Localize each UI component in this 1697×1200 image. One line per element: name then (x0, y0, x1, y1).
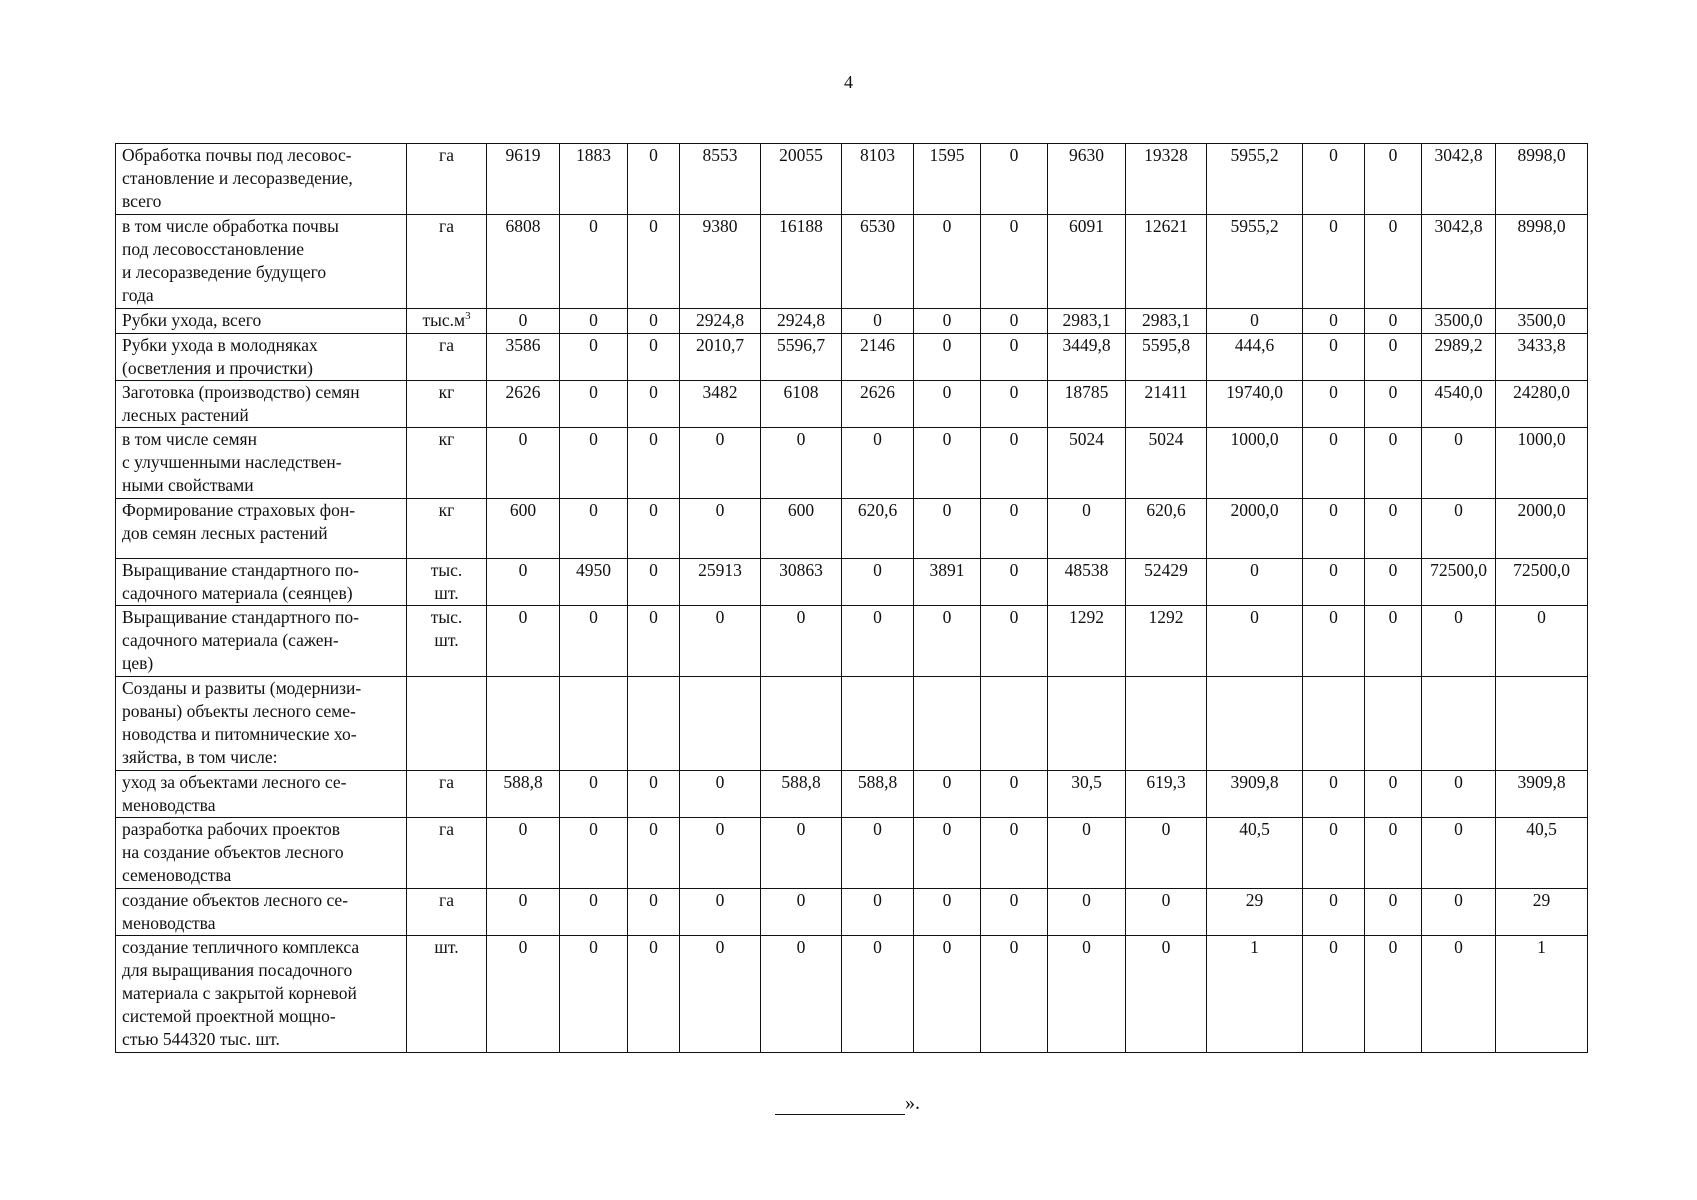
value-cell: 29 (1207, 889, 1303, 936)
value-cell: 0 (628, 215, 680, 309)
value-cell: 0 (1126, 936, 1207, 1053)
row-unit (407, 381, 487, 428)
value-cell: 0 (628, 309, 680, 334)
value-cell: 0 (628, 334, 680, 381)
row-unit (407, 144, 487, 215)
value-cell: 5596,7 (761, 334, 842, 381)
value-cell: 0 (680, 936, 761, 1053)
row-label: Рубки ухода в молодняках (осветления и прочистки) (116, 334, 407, 381)
value-cell: 0 (1303, 606, 1365, 677)
value-cell: 0 (680, 499, 761, 559)
value-cell: 0 (1422, 889, 1496, 936)
value-cell: 0 (1365, 818, 1422, 889)
value-cell: 6808 (487, 215, 560, 309)
value-cell: 48538 (1048, 559, 1126, 606)
row-unit (407, 309, 487, 334)
value-cell: 0 (1365, 428, 1422, 499)
value-cell: 0 (1365, 889, 1422, 936)
closing-underline (775, 1094, 905, 1115)
value-cell: 0 (628, 144, 680, 215)
value-cell: 0 (981, 309, 1048, 334)
value-cell: 0 (1126, 818, 1207, 889)
value-cell: 21411 (1126, 381, 1207, 428)
value-cell: 0 (914, 889, 981, 936)
value-cell: 0 (914, 606, 981, 677)
row-unit (407, 936, 487, 1053)
value-cell: 620,6 (1126, 499, 1207, 559)
value-cell: 0 (842, 936, 914, 1053)
value-cell: 620,6 (842, 499, 914, 559)
value-cell: 1000,0 (1496, 428, 1588, 499)
table-row (116, 677, 1588, 771)
value-cell: 0 (914, 771, 981, 818)
value-cell: 2924,8 (680, 309, 761, 334)
value-cell: 18785 (1048, 381, 1126, 428)
row-unit (407, 334, 487, 381)
value-cell: 0 (842, 559, 914, 606)
table-row (116, 889, 1588, 936)
value-cell: 0 (1365, 144, 1422, 215)
value-cell: 0 (1365, 936, 1422, 1053)
value-cell: 30863 (761, 559, 842, 606)
value-cell: 0 (1365, 309, 1422, 334)
value-cell: 0 (487, 559, 560, 606)
value-cell: 72500,0 (1496, 559, 1588, 606)
row-unit (407, 771, 487, 818)
value-cell: 0 (914, 818, 981, 889)
value-cell: 0 (1303, 499, 1365, 559)
value-cell: 5024 (1126, 428, 1207, 499)
value-cell: 0 (560, 771, 628, 818)
value-cell: 3449,8 (1048, 334, 1126, 381)
value-cell: 0 (628, 499, 680, 559)
row-unit (407, 677, 487, 771)
value-cell (842, 677, 914, 771)
value-cell: 2000,0 (1207, 499, 1303, 559)
table-row (116, 936, 1588, 1053)
value-cell: 0 (560, 428, 628, 499)
unit-text: кг (438, 382, 455, 402)
value-cell: 0 (680, 889, 761, 936)
value-cell: 0 (761, 428, 842, 499)
closing-mark: ». (905, 1092, 920, 1114)
value-cell: 0 (914, 381, 981, 428)
value-cell (981, 677, 1048, 771)
value-cell: 0 (560, 936, 628, 1053)
value-cell: 3891 (914, 559, 981, 606)
value-cell: 2924,8 (761, 309, 842, 334)
value-cell: 600 (761, 499, 842, 559)
row-unit (407, 215, 487, 309)
row-unit (407, 428, 487, 499)
value-cell: 1000,0 (1207, 428, 1303, 499)
value-cell: 0 (1365, 606, 1422, 677)
value-cell: 0 (914, 309, 981, 334)
table-row (116, 559, 1588, 606)
value-cell: 0 (628, 606, 680, 677)
value-cell: 29 (1496, 889, 1588, 936)
value-cell: 0 (981, 559, 1048, 606)
value-cell: 0 (842, 606, 914, 677)
value-cell: 0 (1303, 381, 1365, 428)
unit-text: га (439, 145, 454, 165)
value-cell: 1 (1207, 936, 1303, 1053)
value-cell: 0 (761, 606, 842, 677)
value-cell: 0 (1207, 606, 1303, 677)
unit-superscript: 3 (465, 310, 471, 323)
row-label: Заготовка (производство) семян лесных растений (116, 381, 407, 428)
row-unit (407, 889, 487, 936)
value-cell: 3586 (487, 334, 560, 381)
table-row (116, 499, 1588, 559)
row-label: уход за объектами лесного се- меноводства (116, 771, 407, 818)
value-cell: 588,8 (761, 771, 842, 818)
row-label: Формирование страховых фон- дов семян лесных растений (116, 499, 407, 559)
value-cell: 0 (560, 381, 628, 428)
value-cell: 3042,8 (1422, 215, 1496, 309)
value-cell (1207, 677, 1303, 771)
value-cell: 2989,2 (1422, 334, 1496, 381)
value-cell: 0 (1365, 334, 1422, 381)
value-cell: 6108 (761, 381, 842, 428)
value-cell: 0 (487, 428, 560, 499)
value-cell (914, 677, 981, 771)
value-cell: 0 (1303, 889, 1365, 936)
value-cell (680, 677, 761, 771)
value-cell: 8553 (680, 144, 761, 215)
value-cell: 0 (981, 606, 1048, 677)
value-cell: 0 (1365, 499, 1422, 559)
row-label: создание тепличного комплекса для выращивания посадочного материала с закрытой корневой системой проектной мощно- стью 544320 тыс. шт. (116, 936, 407, 1053)
value-cell: 30,5 (1048, 771, 1126, 818)
table-row (116, 144, 1588, 215)
value-cell: 0 (1422, 771, 1496, 818)
row-label: разработка рабочих проектов на создание объектов лесного семеноводства (116, 818, 407, 889)
value-cell: 0 (1048, 499, 1126, 559)
value-cell (487, 677, 560, 771)
value-cell: 25913 (680, 559, 761, 606)
value-cell: 8103 (842, 144, 914, 215)
unit-text: кг (438, 429, 455, 449)
value-cell (1365, 677, 1422, 771)
value-cell: 0 (1496, 606, 1588, 677)
value-cell: 5955,2 (1207, 144, 1303, 215)
value-cell: 0 (981, 215, 1048, 309)
value-cell: 0 (1422, 936, 1496, 1053)
value-cell: 52429 (1126, 559, 1207, 606)
row-label: Выращивание стандартного по- садочного материала (сеянцев) (116, 559, 407, 606)
unit-text: тыс. шт. (430, 607, 463, 650)
value-cell: 24280,0 (1496, 381, 1588, 428)
value-cell: 0 (560, 499, 628, 559)
value-cell: 0 (628, 559, 680, 606)
value-cell (628, 677, 680, 771)
value-cell: 0 (1303, 334, 1365, 381)
value-cell: 0 (1365, 215, 1422, 309)
value-cell: 16188 (761, 215, 842, 309)
value-cell: 2983,1 (1048, 309, 1126, 334)
value-cell: 3500,0 (1496, 309, 1588, 334)
value-cell (1422, 677, 1496, 771)
value-cell: 1292 (1048, 606, 1126, 677)
value-cell: 0 (914, 428, 981, 499)
value-cell: 0 (487, 309, 560, 334)
unit-text: шт. (434, 937, 459, 957)
value-cell: 2983,1 (1126, 309, 1207, 334)
value-cell: 0 (487, 606, 560, 677)
value-cell: 9380 (680, 215, 761, 309)
value-cell: 0 (1048, 818, 1126, 889)
value-cell: 0 (560, 215, 628, 309)
value-cell: 0 (1422, 428, 1496, 499)
table-row (116, 606, 1588, 677)
value-cell: 2626 (487, 381, 560, 428)
value-cell: 0 (1303, 309, 1365, 334)
page-number: 4 (844, 72, 853, 92)
value-cell: 0 (1207, 309, 1303, 334)
unit-text: га (439, 890, 454, 910)
row-label: Выращивание стандартного по- садочного материала (сажен- цев) (116, 606, 407, 677)
value-cell: 0 (914, 936, 981, 1053)
value-cell: 3482 (680, 381, 761, 428)
value-cell: 3909,8 (1207, 771, 1303, 818)
value-cell: 19328 (1126, 144, 1207, 215)
value-cell: 0 (560, 309, 628, 334)
value-cell: 6091 (1048, 215, 1126, 309)
value-cell: 0 (560, 334, 628, 381)
value-cell: 9630 (1048, 144, 1126, 215)
value-cell: 0 (981, 428, 1048, 499)
value-cell: 0 (628, 381, 680, 428)
value-cell: 1595 (914, 144, 981, 215)
value-cell: 5024 (1048, 428, 1126, 499)
value-cell: 0 (1365, 381, 1422, 428)
value-cell: 3909,8 (1496, 771, 1588, 818)
value-cell: 0 (628, 428, 680, 499)
value-cell: 0 (560, 606, 628, 677)
value-cell: 600 (487, 499, 560, 559)
value-cell: 588,8 (487, 771, 560, 818)
value-cell: 0 (487, 818, 560, 889)
value-cell: 0 (1303, 818, 1365, 889)
value-cell: 0 (914, 334, 981, 381)
row-unit (407, 606, 487, 677)
value-cell: 3042,8 (1422, 144, 1496, 215)
value-cell: 0 (680, 818, 761, 889)
value-cell: 4950 (560, 559, 628, 606)
value-cell: 588,8 (842, 771, 914, 818)
value-cell: 0 (1422, 818, 1496, 889)
value-cell: 444,6 (1207, 334, 1303, 381)
row-unit (407, 559, 487, 606)
unit-text: тыс.м (422, 310, 466, 330)
value-cell: 0 (680, 771, 761, 818)
value-cell: 619,3 (1126, 771, 1207, 818)
value-cell: 12621 (1126, 215, 1207, 309)
row-label: в том числе семян с улучшенными наследствен- ными свойствами (116, 428, 407, 499)
row-unit (407, 499, 487, 559)
value-cell: 0 (628, 771, 680, 818)
value-cell (560, 677, 628, 771)
value-cell: 0 (1303, 559, 1365, 606)
table-row (116, 334, 1588, 381)
value-cell: 0 (1422, 499, 1496, 559)
value-cell: 0 (981, 381, 1048, 428)
value-cell: 0 (842, 309, 914, 334)
unit-text: га (439, 819, 454, 839)
value-cell: 2146 (842, 334, 914, 381)
value-cell: 0 (1422, 606, 1496, 677)
table-row (116, 771, 1588, 818)
value-cell: 2010,7 (680, 334, 761, 381)
value-cell: 6530 (842, 215, 914, 309)
value-cell: 0 (628, 936, 680, 1053)
value-cell: 20055 (761, 144, 842, 215)
value-cell: 0 (628, 818, 680, 889)
value-cell: 0 (981, 144, 1048, 215)
row-label: создание объектов лесного се- меноводства (116, 889, 407, 936)
value-cell: 1883 (560, 144, 628, 215)
value-cell (1496, 677, 1588, 771)
value-cell: 3433,8 (1496, 334, 1588, 381)
value-cell: 0 (1365, 559, 1422, 606)
value-cell: 2626 (842, 381, 914, 428)
value-cell: 0 (1303, 936, 1365, 1053)
value-cell: 0 (981, 936, 1048, 1053)
value-cell: 8998,0 (1496, 215, 1588, 309)
value-cell: 0 (1048, 889, 1126, 936)
value-cell: 0 (842, 818, 914, 889)
unit-text: га (439, 216, 454, 236)
value-cell: 0 (981, 771, 1048, 818)
value-cell: 0 (842, 889, 914, 936)
value-cell: 19740,0 (1207, 381, 1303, 428)
value-cell: 0 (761, 818, 842, 889)
value-cell: 0 (628, 889, 680, 936)
value-cell: 0 (1303, 428, 1365, 499)
value-cell (761, 677, 842, 771)
value-cell: 0 (1303, 215, 1365, 309)
value-cell: 0 (842, 428, 914, 499)
value-cell: 0 (1303, 771, 1365, 818)
value-cell: 1292 (1126, 606, 1207, 677)
value-cell: 4540,0 (1422, 381, 1496, 428)
value-cell: 3500,0 (1422, 309, 1496, 334)
table-row (116, 818, 1588, 889)
forestry-indicators-table (115, 143, 1588, 1053)
value-cell: 40,5 (1207, 818, 1303, 889)
unit-text: га (439, 772, 454, 792)
unit-text: га (439, 335, 454, 355)
row-label: Рубки ухода, всего (116, 309, 407, 334)
value-cell: 0 (1365, 771, 1422, 818)
value-cell: 0 (487, 889, 560, 936)
row-label: Обработка почвы под лесовос- становление и лесоразведение, всего (116, 144, 407, 215)
value-cell: 0 (914, 499, 981, 559)
unit-text: кг (438, 500, 455, 520)
row-unit (407, 818, 487, 889)
value-cell: 0 (1048, 936, 1126, 1053)
row-label: в том числе обработка почвы под лесовосстановление и лесоразведение будущего года (116, 215, 407, 309)
value-cell: 0 (560, 818, 628, 889)
value-cell: 0 (680, 606, 761, 677)
closing-quote (775, 1092, 920, 1115)
value-cell: 0 (981, 818, 1048, 889)
value-cell (1303, 677, 1365, 771)
table-row (116, 215, 1588, 309)
value-cell: 1 (1496, 936, 1588, 1053)
value-cell: 0 (1303, 144, 1365, 215)
value-cell: 0 (560, 889, 628, 936)
value-cell: 0 (914, 215, 981, 309)
value-cell: 2000,0 (1496, 499, 1588, 559)
table-row (116, 428, 1588, 499)
value-cell: 0 (981, 334, 1048, 381)
value-cell: 8998,0 (1496, 144, 1588, 215)
value-cell (1048, 677, 1126, 771)
value-cell: 72500,0 (1422, 559, 1496, 606)
value-cell: 0 (981, 889, 1048, 936)
value-cell: 0 (1207, 559, 1303, 606)
value-cell: 0 (761, 936, 842, 1053)
value-cell: 40,5 (1496, 818, 1588, 889)
value-cell: 9619 (487, 144, 560, 215)
value-cell: 0 (1126, 889, 1207, 936)
value-cell: 5955,2 (1207, 215, 1303, 309)
row-label: Созданы и развиты (модернизи- рованы) объекты лесного семе- новодства и питомнические хо- зяйства, в том числе: (116, 677, 407, 771)
table-body (116, 144, 1588, 1053)
table-row (116, 309, 1588, 334)
value-cell: 0 (680, 428, 761, 499)
value-cell: 5595,8 (1126, 334, 1207, 381)
table-row (116, 381, 1588, 428)
value-cell (1126, 677, 1207, 771)
value-cell: 0 (761, 889, 842, 936)
value-cell: 0 (981, 499, 1048, 559)
value-cell: 0 (487, 936, 560, 1053)
unit-text: тыс. шт. (430, 560, 463, 603)
